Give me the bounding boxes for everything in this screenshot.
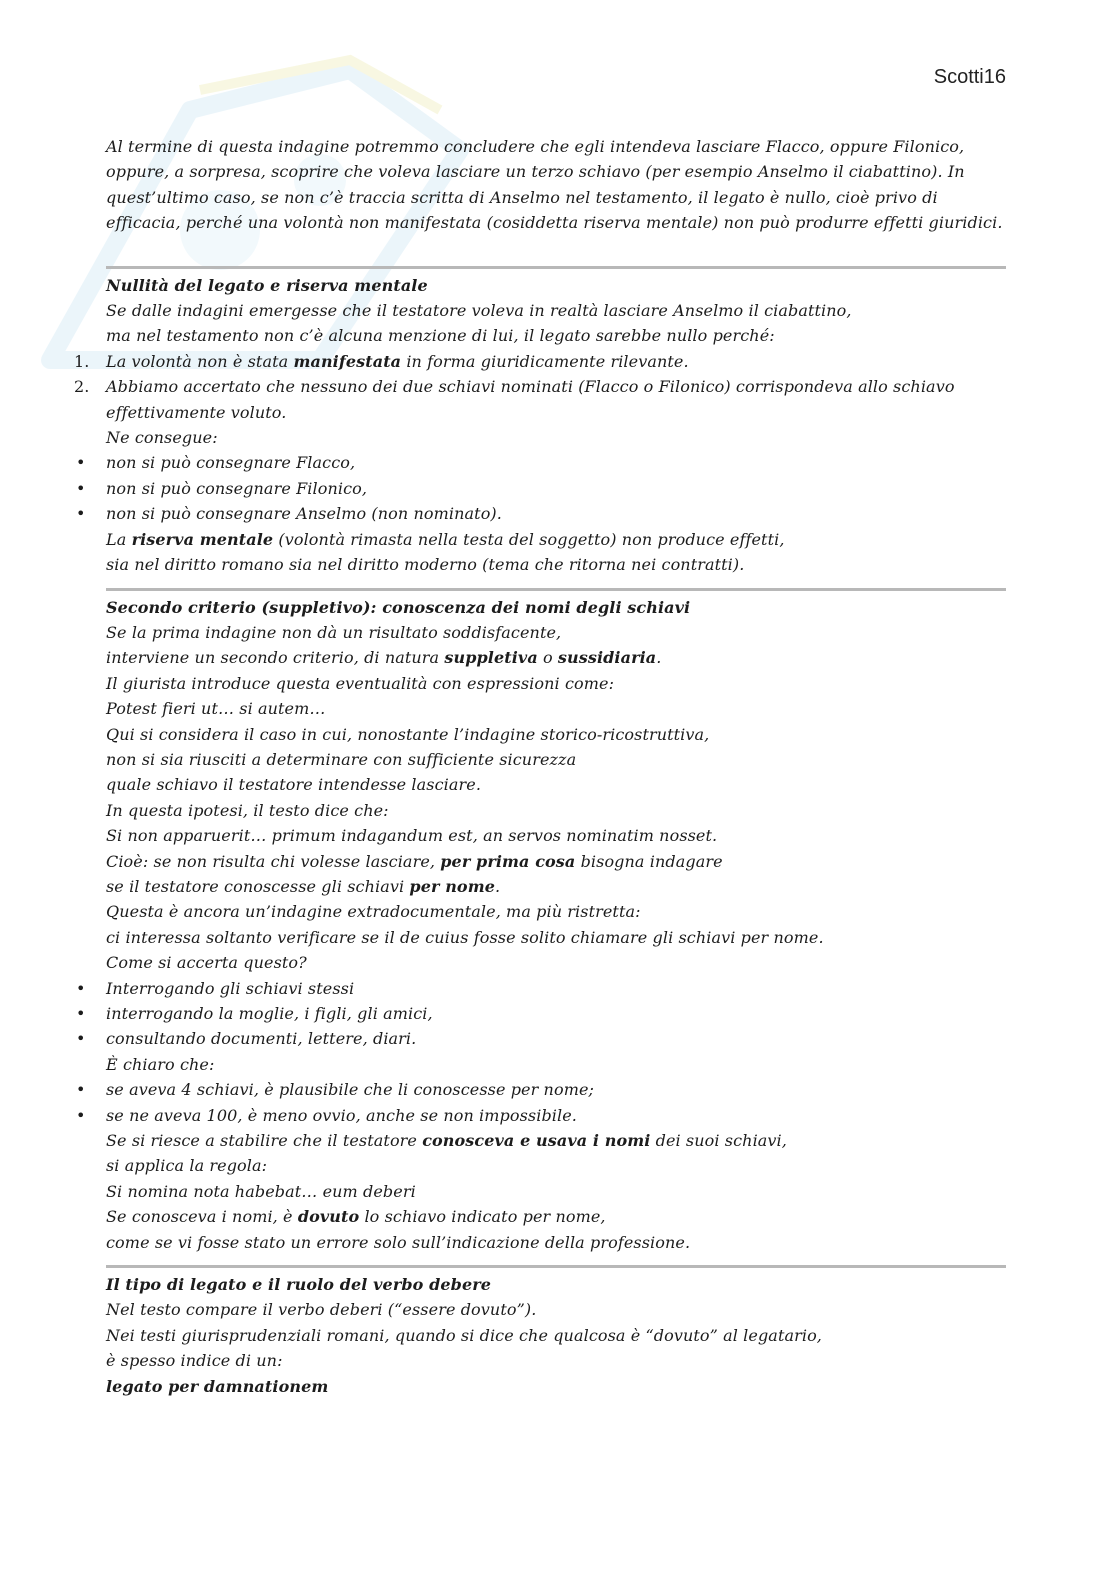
- bullet-item: • non si può consegnare Filonico,: [106, 476, 1006, 501]
- emphasis-term: legato per damnationem: [106, 1376, 329, 1396]
- text-line: Se la prima indagine non dà un risultato soddisfacente,: [106, 622, 562, 642]
- text-line: Se conosceva i nomi, è dovuto lo schiavo indicato per nome,: [106, 1207, 606, 1227]
- section-heading: Secondo criterio (suppletivo): conoscenza dei nomi degli schiavi: [106, 597, 691, 617]
- section-divider: [106, 588, 1006, 591]
- text-line: Questa è ancora un’indagine extradocumentale, ma più ristretta:: [106, 902, 641, 922]
- text-line: Cioè: se non risulta chi volesse lasciare, per prima cosa bisogna indagare: [106, 851, 723, 871]
- text-line: Ne consegue:: [106, 428, 218, 448]
- section-divider: [106, 1265, 1006, 1268]
- numbered-item: 2. Abbiamo accertato che nessuno dei due schiavi nominati (Flacco o Filonico) corrispondeva allo schiavo effettivamente voluto.: [106, 374, 1006, 425]
- text-line: ci interessa soltanto verificare se il de cuius fosse solito chiamare gli schiavi per nome.: [106, 927, 824, 947]
- intro-paragraph: Al termine di questa indagine potremmo concludere che egli intendeva lasciare Flacco, oppure Filonico, oppure, a sorpresa, scoprire che voleva lasciare un terzo schiavo (per esempio Anselmo il ciabattino). In quest’ultimo caso, se non c’è traccia scritta di Anselmo nel testamento, il legato è nullo, cioè privo di efficacia, perché una volontà non manifestata (cosiddetta riserva mentale) non può produrre effetti giuridici.: [106, 137, 1003, 233]
- bullet-item: • se ne aveva 100, è meno ovvio, anche se non impossibile.: [106, 1103, 1006, 1128]
- section-heading: Il tipo di legato e il ruolo del verbo debere: [106, 1275, 492, 1295]
- text-line: Se dalle indagini emergesse che il testatore voleva in realtà lasciare Anselmo il ciabattino,: [106, 301, 852, 321]
- page-label: Scotti16: [933, 66, 1006, 88]
- text-line: se il testatore conoscesse gli schiavi per nome.: [106, 876, 501, 896]
- section-nullita: [106, 273, 1006, 578]
- bullet-item: • se aveva 4 schiavi, è plausibile che li conoscesse per nome;: [106, 1077, 1006, 1102]
- text-line: Nei testi giurisprudenziali romani, quando si dice che qualcosa è “dovuto” al legatario,: [106, 1325, 822, 1345]
- text-line: non si sia riusciti a determinare con sufficiente sicurezza: [106, 749, 577, 769]
- document-body: [106, 134, 1006, 1409]
- latin-quote: Potest fieri ut… si autem…: [106, 699, 326, 719]
- text-line: È chiaro che:: [106, 1054, 215, 1074]
- latin-quote: Si non apparuerit… primum indagandum est, an servos nominatim nosset.: [106, 826, 718, 846]
- text-line: Il giurista introduce questa eventualità con espressioni come:: [106, 673, 615, 693]
- text-line: Come si accerta questo?: [106, 953, 307, 973]
- text-line: In questa ipotesi, il testo dice che:: [106, 800, 389, 820]
- bullet-item: • non si può consegnare Anselmo (non nominato).: [106, 501, 1006, 526]
- section-heading: Nullità del legato e riserva mentale: [106, 275, 428, 295]
- text-line: è spesso indice di un:: [106, 1351, 283, 1371]
- text-line: quale schiavo il testatore intendesse lasciare.: [106, 775, 482, 795]
- section-divider: [106, 266, 1006, 269]
- text-line: come se vi fosse stato un errore solo sull’indicazione della professione.: [106, 1232, 691, 1252]
- bullet-item: • non si può consegnare Flacco,: [106, 450, 1006, 475]
- text-line: Se si riesce a stabilire che il testatore conosceva e usava i nomi dei suoi schiavi,: [106, 1131, 787, 1151]
- section-tipo-legato: [106, 1272, 1006, 1399]
- section-secondo-criterio: [106, 595, 1006, 1256]
- text-line: sia nel diritto romano sia nel diritto moderno (tema che ritorna nei contratti).: [106, 555, 745, 575]
- text-line: ma nel testamento non c’è alcuna menzione di lui, il legato sarebbe nullo perché:: [106, 326, 775, 346]
- latin-quote: Si nomina nota habebat… eum deberi: [106, 1181, 416, 1201]
- bullet-item: • interrogando la moglie, i figli, gli amici,: [106, 1001, 1006, 1026]
- numbered-item: 1. La volontà non è stata manifestata in forma giuridicamente rilevante.: [106, 349, 1006, 374]
- text-line: La riserva mentale (volontà rimasta nella testa del soggetto) non produce effetti,: [106, 529, 785, 549]
- text-line: Qui si considera il caso in cui, nonostante l’indagine storico-ricostruttiva,: [106, 724, 710, 744]
- text-line: Nel testo compare il verbo deberi (“essere dovuto”).: [106, 1300, 537, 1320]
- bullet-item: • consultando documenti, lettere, diari.: [106, 1026, 1006, 1051]
- bullet-item: • Interrogando gli schiavi stessi: [106, 976, 1006, 1001]
- text-line: interviene un secondo criterio, di natura suppletiva o sussidiaria.: [106, 648, 662, 668]
- text-line: si applica la regola:: [106, 1156, 268, 1176]
